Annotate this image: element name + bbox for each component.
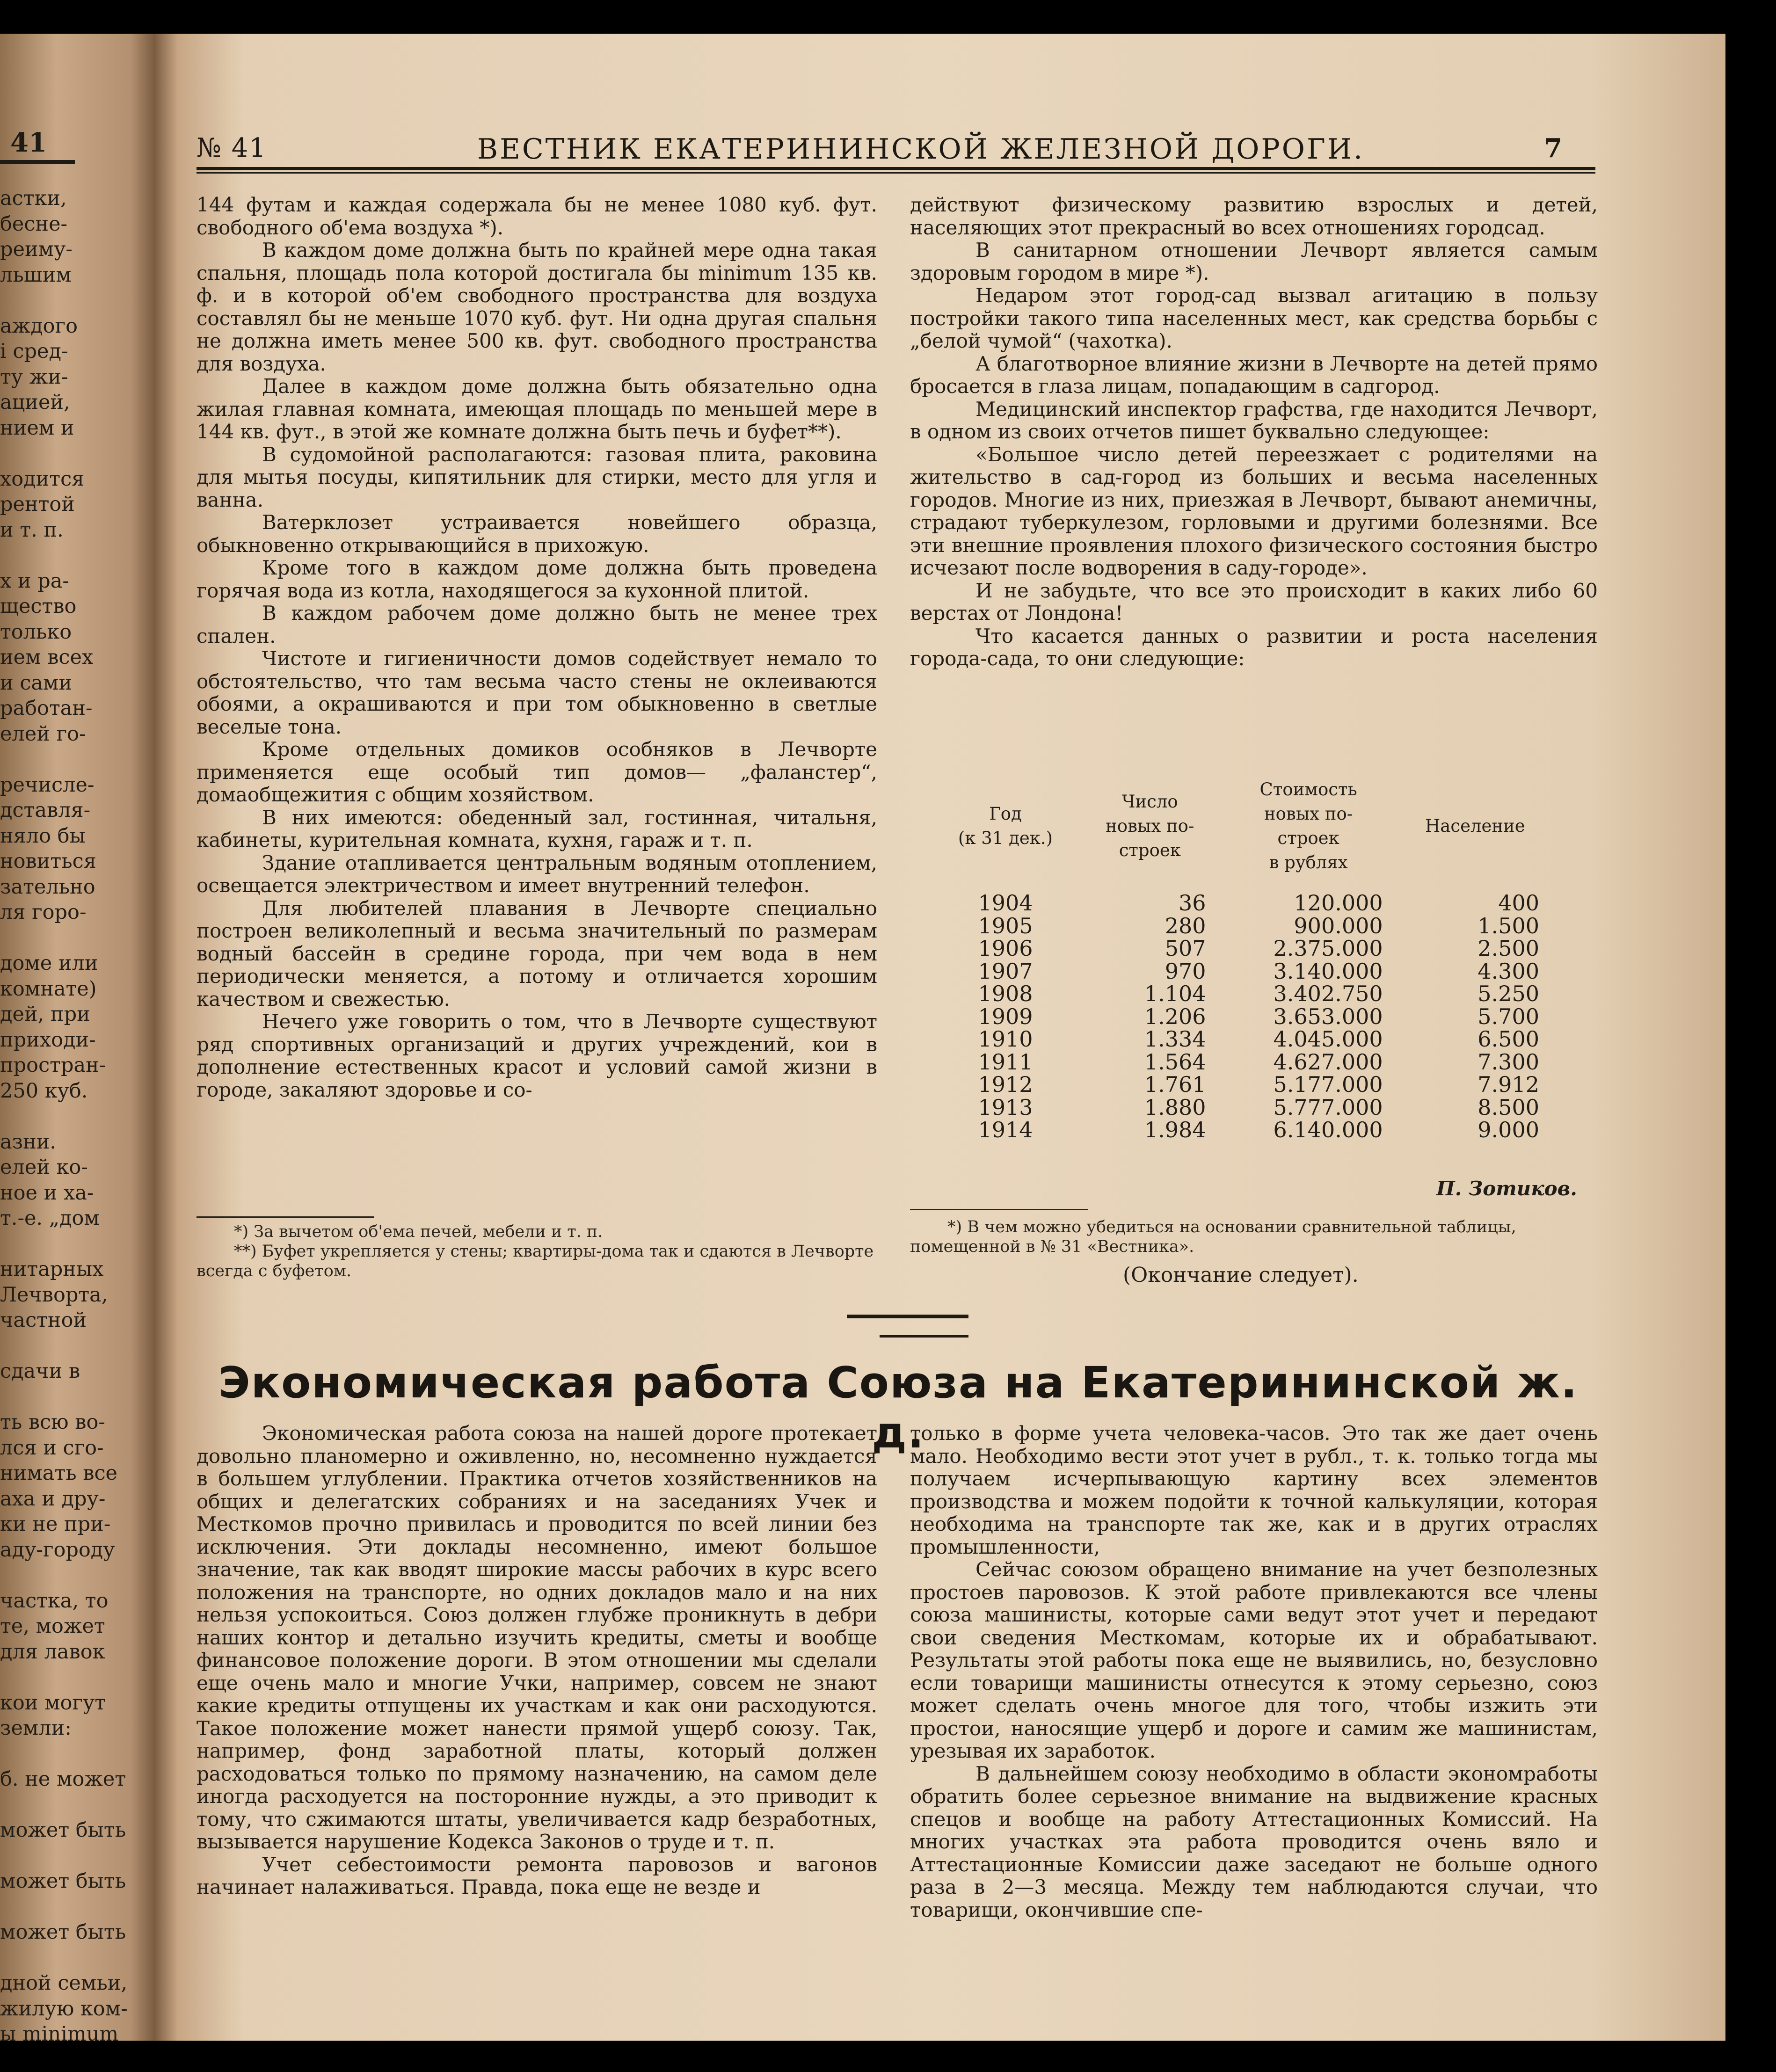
- table-cell: 507: [1165, 936, 1206, 961]
- previous-page-line: ходится: [0, 467, 85, 491]
- column-header-line: Стоимость: [1259, 779, 1357, 800]
- paragraph: В них имеются: обеденный зал, гостинная, читальня, кабинеты, курительная комната, кухня, гараж и т. п.: [197, 806, 877, 851]
- table-cell: 3.402.750: [1273, 981, 1383, 1006]
- table-cell: 1908: [978, 981, 1033, 1006]
- table-cell: 1904: [978, 890, 1033, 916]
- previous-page-line: и сами: [0, 671, 73, 695]
- previous-page-line: дной семьи,: [0, 1971, 128, 1995]
- table-spacer: [931, 875, 1553, 892]
- paragraph: только в форме учета человека-часов. Это так же дает очень мало. Необходимо вести этот учет в рубл., т. к. только тогда мы получаем исчерпывающую картину всех элементов производства и можем подойти к точной калькуляции, которая необходима на транспорте так же, как и в других отраслях промышленности,: [910, 1422, 1598, 1558]
- column-header-line: Число: [1121, 792, 1178, 812]
- footnote-rule-right: [910, 1209, 1088, 1210]
- previous-page-line: елей ко-: [0, 1156, 88, 1179]
- header-rule: [197, 167, 1595, 174]
- footnote-rule-left: [197, 1216, 374, 1218]
- table-row: [931, 1005, 1553, 1028]
- previous-page-line: нимать все: [0, 1461, 118, 1485]
- statistics-table-block: [931, 778, 1595, 1141]
- previous-page-line: речисле-: [0, 773, 95, 797]
- section-divider: [847, 1315, 968, 1318]
- previous-page-line: работан-: [0, 697, 93, 720]
- previous-page-line: нитарных: [0, 1258, 104, 1281]
- table-cell: 1910: [978, 1026, 1033, 1052]
- table-cell: 900.000: [1294, 913, 1383, 938]
- paragraph: В каждом доме должна быть по крайней мере одна такая спальня, площадь пола которой достигала бы minimum 135 кв. ф. и в которой об'ем свободного пространства для воздуха составлял бы не меньше 1070 куб. фут. Ни одна другая спальня не должна иметь менее 500 кв. фут. свободного пространства для воздуха.: [197, 239, 877, 375]
- table-cell: 1914: [978, 1117, 1033, 1142]
- paragraph: Учет себестоимости ремонта паровозов и вагонов начинает налаживаться. Правда, пока еще не везде и: [197, 1853, 877, 1898]
- previous-page-text: [0, 186, 140, 2041]
- column-header: [1080, 778, 1220, 875]
- paragraph: В каждом рабочем доме должно быть не менее трех спален.: [197, 602, 877, 647]
- previous-page-line: [0, 925, 140, 951]
- paragraph: И не забудьте, что все это происходит в каких либо 60 верстах от Лондона!: [910, 579, 1598, 625]
- paragraph: Кроме отдельных домиков особняков в Лечворте применяется еще особый тип домов— „фаланстер“, домаобщежития с общим хозяйством.: [197, 738, 877, 806]
- statistics-table: [931, 778, 1553, 1141]
- previous-page-line: Лечворта,: [0, 1283, 108, 1307]
- table-cell: 6.500: [1478, 1026, 1539, 1052]
- previous-page-line: частной: [0, 1309, 87, 1332]
- paragraph: А благотворное влияние жизни в Лечворте на детей прямо бросается в глаза лицам, попадающим в садгород.: [910, 352, 1598, 398]
- previous-page-line: комнате): [0, 977, 97, 1001]
- previous-page-line: сдачи в: [0, 1360, 80, 1383]
- previous-page-line: жилую ком-: [0, 1997, 128, 2021]
- table-row: [931, 1096, 1553, 1119]
- table-cell: 1905: [978, 913, 1033, 938]
- previous-page-line: зательно: [0, 875, 95, 899]
- paragraph: Чистоте и гигиеничности домов содействует немало то обстоятельство, что там весьма часто стены не оклеиваются обоями, а окрашиваются и при том обыкновенно в светлые веселые тона.: [197, 647, 877, 738]
- column-header-line: Население: [1425, 816, 1525, 836]
- previous-page-line: [0, 1741, 140, 1767]
- table-cell: 36: [1179, 890, 1206, 916]
- previous-page-line: б. не может: [0, 1767, 126, 1791]
- paragraph: Сейчас союзом обращено внимание на учет безполезных простоев паровозов. К этой работе привлекаются все члены союза машинисты, которые сами ведут этот учет и передают свои сведения Месткомам, которые их и обрабатывают. Результаты этой работы пока еще не выявились, но, безусловно если товарищи машинисты отнесутся к этому серьезно, союз может сделать очень многое для того, чтобы изжить эти простои, наносящие ущерб и дороге и самим же машинистам, урезывая их заработок.: [910, 1558, 1598, 1762]
- previous-page-line: [0, 1333, 140, 1359]
- paragraph: В дальнейшем союзу необходимо в области экономработы обратить более серьезное внимание на выдвижение красных спецов и вообще на работу Аттестационных Комиссий. На многих участках эта работа проводится очень вяло и Аттестационные Комиссии даже заседают не больше одного раза в 2—3 месяца. Между тем наблюдаются случаи, что товарищи, окончившие спе-: [910, 1762, 1598, 1921]
- table-header-row: [931, 778, 1553, 875]
- previous-page-line: [0, 1104, 140, 1129]
- previous-page-line: х и ра-: [0, 569, 69, 593]
- previous-page-line: [0, 1894, 140, 1920]
- table-cell: 3.140.000: [1273, 958, 1383, 984]
- table-cell: 1.564: [1144, 1049, 1206, 1075]
- table-cell: 4.045.000: [1273, 1026, 1383, 1052]
- table-cell: 8.500: [1478, 1094, 1539, 1120]
- table-cell: 1.761: [1144, 1072, 1206, 1097]
- table-cell: 1913: [978, 1094, 1033, 1120]
- previous-page-line: те, может: [0, 1614, 105, 1638]
- previous-page-line: елей го-: [0, 722, 86, 746]
- footnotes-left: [197, 1222, 877, 1281]
- previous-page-line: и т. п.: [0, 518, 64, 542]
- issue-number: № 41: [197, 133, 267, 163]
- section-divider-short: [880, 1335, 968, 1338]
- article-headline: Экономическая работа Союза на Екатерининской ж. д.: [218, 1358, 1578, 1458]
- table-row: [931, 960, 1553, 983]
- table-cell: 9.000: [1478, 1117, 1539, 1142]
- table-row: [931, 915, 1553, 938]
- previous-page-line: азни.: [0, 1130, 57, 1154]
- previous-page-line: [0, 441, 140, 466]
- previous-page-line: для лавок: [0, 1640, 105, 1664]
- paragraph: Ватерклозет устраивается новейшего образца, обыкновенно открывающийся в прихожую.: [197, 511, 877, 557]
- previous-page-strip: [0, 34, 145, 2041]
- table-cell: 280: [1165, 913, 1206, 938]
- previous-page-line: [0, 1384, 140, 1410]
- previous-page-line: [0, 747, 140, 772]
- paragraph: *) В чем можно убедиться на основании сравнительной таблицы, помещенной в № 31 «Вестника».: [910, 1218, 1516, 1256]
- article-column-top-left: [197, 194, 877, 1101]
- previous-page-line: рентой: [0, 493, 75, 516]
- paragraph: 144 футам и каждая содержала бы не менее 1080 куб. фут. свободного об'ема воздуха *).: [197, 193, 877, 239]
- newspaper-page: [0, 34, 1725, 2041]
- table-cell: 1.206: [1144, 1003, 1206, 1029]
- table-cell: 5.250: [1478, 981, 1539, 1006]
- previous-page-line: может быть: [0, 1869, 126, 1893]
- table-row: [931, 937, 1553, 960]
- previous-page-line: ть всю во-: [0, 1410, 105, 1434]
- table-cell: 2.375.000: [1273, 936, 1383, 961]
- author-signature: П. Зотиков.: [1436, 1177, 1577, 1200]
- table-cell: 1.500: [1478, 913, 1539, 938]
- previous-page-line: доме или: [0, 952, 98, 975]
- previous-page-line: может быть: [0, 1920, 126, 1944]
- table-cell: 1911: [978, 1049, 1033, 1075]
- column-header-line: (к 31 дек.): [958, 828, 1053, 848]
- previous-page-line: ту жи-: [0, 365, 68, 389]
- table-cell: 1909: [978, 1003, 1033, 1029]
- column-header-line: строек: [1119, 840, 1181, 860]
- previous-page-line: ацией,: [0, 391, 70, 414]
- paragraph: Медицинский инспектор графства, где находится Лечворт, в одном из своих отчетов пишет буквально следующее:: [910, 397, 1598, 443]
- previous-page-line: щество: [0, 595, 77, 618]
- newspaper-title: ВЕСТНИК ЕКАТЕРИНИНСКОЙ ЖЕЛЕЗНОЙ ДОРОГИ.: [477, 133, 1365, 166]
- previous-page-line: т.-е. „дом: [0, 1207, 100, 1230]
- table-cell: 1907: [978, 958, 1033, 984]
- previous-page-line: [0, 1843, 140, 1869]
- previous-page-line: [0, 1792, 140, 1818]
- table-body: [931, 875, 1553, 1141]
- previous-page-line: [0, 1665, 140, 1690]
- previous-page-line: простран-: [0, 1054, 106, 1077]
- previous-page-line: только: [0, 620, 72, 644]
- previous-page-line: аха и дру-: [0, 1487, 106, 1511]
- paragraph: «Большое число детей переезжает с родителями на жительство в сад-город из больших и весьма населенных городов. Многие из них, приезжая в Лечворт, бывают анемичны, страдают туберкулезом, горловыми и другими болезнями. Все эти внешние проявления плохого физического состояния быстро исчезают после водворения в саду-городе».: [910, 443, 1598, 579]
- continued-note: (Окончание следует).: [1123, 1263, 1359, 1287]
- table-cell: 120.000: [1294, 890, 1383, 916]
- table-cell: 1912: [978, 1072, 1033, 1097]
- column-header-line: строек: [1277, 828, 1339, 848]
- table-cell: 1.104: [1144, 981, 1206, 1006]
- previous-page-line: ля горо-: [0, 901, 87, 924]
- previous-page-line: ки не при-: [0, 1512, 111, 1536]
- paragraph: Далее в каждом доме должна быть обязательно одна жилая главная комната, имеющая площадь по меньшей мере в 144 кв. фут., в этой же комнате должна быть печь и буфет**).: [197, 375, 877, 443]
- paragraph: В судомойной располагаются: газовая плита, раковина для мытья посуды, кипятильник для стирки, место для угля и ванна.: [197, 443, 877, 511]
- article-column-bottom-left: [197, 1422, 877, 1899]
- previous-page-line: [0, 288, 140, 313]
- table-cell: 5.700: [1478, 1003, 1539, 1029]
- table-cell: 1.334: [1144, 1026, 1206, 1052]
- column-header-line: новых по-: [1106, 816, 1194, 836]
- paragraph: *) За вычетом об'ема печей, мебели и т. п.: [234, 1222, 603, 1241]
- column-header: [1220, 778, 1397, 875]
- article-column-bottom-right: [910, 1422, 1598, 1921]
- previous-page-line: астки,: [0, 187, 67, 210]
- previous-page-line: нием и: [0, 416, 74, 440]
- table-cell: 2.500: [1478, 936, 1539, 961]
- table-cell: 4.627.000: [1273, 1049, 1383, 1075]
- previous-page-line: новиться: [0, 850, 96, 873]
- previous-page-line: [0, 1563, 140, 1588]
- table-row: [931, 1119, 1553, 1141]
- previous-page-line: приходи-: [0, 1028, 96, 1052]
- previous-page-line: земли:: [0, 1716, 72, 1740]
- previous-page-line: льшим: [0, 263, 72, 287]
- paragraph: Здание отапливается центральным водяным отоплением, освещается электричеством и имеет внутренний телефон.: [197, 851, 877, 897]
- previous-page-line: бесне-: [0, 212, 68, 236]
- footnotes-right: [910, 1217, 1598, 1257]
- paragraph: **) Буфет укрепляется у стены; квартиры-дома так и сдаются в Лечворте всегда с буфетом.: [197, 1242, 874, 1280]
- paragraph: Кроме того в каждом доме должна быть проведена горячая вода из котла, находящегося за кухонной плитой.: [197, 556, 877, 602]
- paragraph: Нечего уже говорить о том, что в Лечворте существуют ряд спортивных организаций и других учреждений, кои в дополнение естественных красот и условий самой жизни в городе, закаляют здоровье и со-: [197, 1010, 877, 1101]
- previous-page-line: 250 куб.: [0, 1079, 88, 1103]
- previous-page-line: ием всех: [0, 646, 94, 669]
- previous-page-line: аду-городу: [0, 1538, 115, 1562]
- previous-page-number: 41: [10, 127, 47, 158]
- table-cell: 4.300: [1478, 958, 1539, 984]
- table-cell: 6.140.000: [1273, 1117, 1383, 1142]
- table-row: [931, 1073, 1553, 1096]
- table-row: [931, 892, 1553, 915]
- table-cell: 1.880: [1144, 1094, 1206, 1120]
- table-cell: 7.912: [1478, 1072, 1539, 1097]
- previous-page-line: [0, 1945, 140, 1971]
- previous-page-line: дей, при: [0, 1003, 90, 1026]
- column-header-line: новых по-: [1264, 804, 1353, 824]
- previous-page-line: ное и ха-: [0, 1181, 94, 1205]
- table-cell: 7.300: [1478, 1049, 1539, 1075]
- table-cell: 970: [1165, 958, 1206, 984]
- table-row: [931, 1051, 1553, 1074]
- paragraph: действуют физическому развитию взрослых и детей, населяющих этот прекрасный во всех отношениях городсад.: [910, 193, 1598, 239]
- paragraph: Что касается данных о развитии и роста населения города-сада, то они следующие:: [910, 624, 1598, 670]
- table-row: [931, 982, 1553, 1005]
- column-header-line: Год: [989, 804, 1022, 824]
- previous-page-line: няло бы: [0, 824, 86, 848]
- column-header-line: в рублях: [1269, 852, 1348, 872]
- paragraph: Экономическая работа союза на нашей дороге протекает довольно планомерно и оживленно, но, несомненно нуждается в большем углублении. Практика отчетов хозяйственников на общих и делегатских собраниях и на заседаниях Учек и Месткомов прочно привилась и проводится по всей линии без исключения. Эти доклады несомненно, имеют большое значение, так как вводят широкие массы рабочих в курс всего положения на транспорте, но одних докладов мало и на них нельзя успокоиться. Союз должен глубже проникнуть в дебри наших контор и детально изучить кредиты, сметы и вообще финансовое положение дороги. В этом отношении мы сделали еще очень мало и многие Учки, например, совсем не знают какие кредиты отпущены их участкам и как они расходуются. Такое положение может нанести прямой ущерб союзу. Так, например, фонд заработной платы, который должен расходоваться только по прямому назначению, на самом деле иногда расходуется на посторонние нужды, а это приводит к тому, что сжимаются штаты, увеличивается кадр безработных, вызывается нарушение Кодекса Законов о труде и т. п.: [197, 1422, 877, 1853]
- previous-page-line: лся и сго-: [0, 1436, 104, 1460]
- table-row: [931, 1028, 1553, 1051]
- paragraph: В санитарном отношении Лечворт является самым здоровым городом в мире *).: [910, 239, 1598, 284]
- previous-page-header-rule: [0, 160, 75, 164]
- column-header: [1397, 778, 1553, 875]
- column-header: [931, 778, 1080, 875]
- article-column-top-right: [910, 194, 1598, 670]
- table-cell: 400: [1498, 890, 1539, 916]
- previous-page-line: [0, 543, 140, 568]
- table-cell: 5.777.000: [1273, 1094, 1383, 1120]
- previous-page-line: может быть: [0, 1818, 126, 1842]
- previous-page-line: частка, то: [0, 1589, 109, 1613]
- table-cell: 1.984: [1144, 1117, 1206, 1142]
- previous-page-line: реиму-: [0, 238, 73, 261]
- previous-page-line: [0, 1231, 140, 1257]
- previous-page-line: аждого: [0, 314, 78, 338]
- paragraph: Для любителей плавания в Лечворте специально построен великолепный и весьма значительный по размерам водный бассейн в средине города, при чем вода в нем периодически меняется, а потому и отличается хорошим качеством и свежестью.: [197, 896, 877, 1011]
- previous-page-line: ы minimum: [0, 2022, 119, 2041]
- table-cell: 5.177.000: [1273, 1072, 1383, 1097]
- previous-page-line: і сред-: [0, 340, 68, 363]
- table-cell: 1906: [978, 936, 1033, 961]
- previous-page-line: кои могут: [0, 1691, 106, 1715]
- paragraph: Недаром этот город-сад вызвал агитацию в пользу постройки такого типа населенных мест, как средства борьбы с „белой чумой“ (чахотка).: [910, 284, 1598, 352]
- masthead: [197, 133, 1600, 170]
- previous-page-line: дставля-: [0, 799, 91, 822]
- page-number: 7: [1544, 133, 1562, 164]
- table-cell: 3.653.000: [1273, 1003, 1383, 1029]
